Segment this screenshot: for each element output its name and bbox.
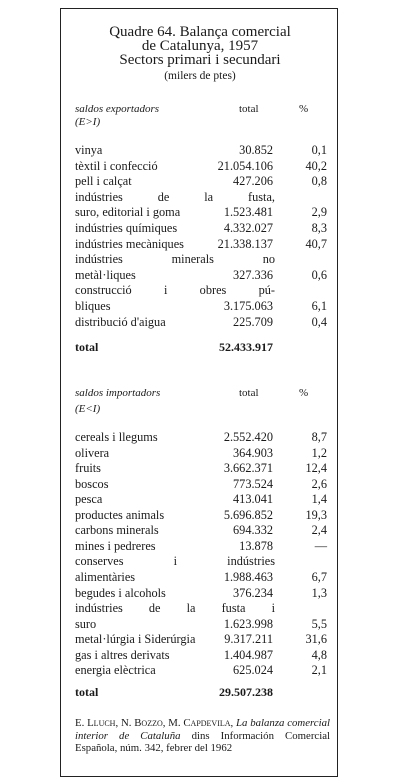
- row-value: 1.404.987: [223, 647, 273, 662]
- imports-total-label: total: [75, 685, 99, 699]
- caption-work-title: La balanza comercial interior de Cataluña: [75, 717, 330, 742]
- row-percent: 2,9: [311, 205, 327, 220]
- row-label: vinya: [75, 143, 103, 157]
- row-label: energia elèctrica: [75, 663, 156, 678]
- row-value: 5.696.852: [223, 507, 273, 522]
- imports-subheading: (E<I): [75, 403, 101, 415]
- row-label: olivera: [75, 445, 110, 460]
- row-label: indústries de la fusta,: [75, 189, 275, 204]
- row-value: 364.903: [233, 445, 273, 460]
- row-label: conserves i indústries: [75, 554, 275, 569]
- row-percent: 40,7: [305, 236, 327, 251]
- row-label: indústries de la fusta i: [75, 601, 275, 616]
- row-label: bliques: [75, 299, 111, 313]
- row-percent: 4,8: [311, 647, 327, 662]
- table-row: [75, 553, 333, 569]
- row-percent: 40,2: [305, 158, 327, 173]
- table-units: (milers de ptes): [164, 70, 236, 82]
- table-row: [75, 538, 333, 554]
- table-row: [75, 173, 333, 189]
- imports-heading: saldos importadors: [75, 387, 161, 399]
- table-row: [75, 460, 333, 476]
- table-row: [75, 616, 333, 632]
- row-value: 413.041: [233, 492, 273, 507]
- row-value: 1.623.998: [223, 616, 273, 631]
- table-row: [75, 251, 333, 267]
- table-row: [75, 158, 333, 174]
- row-percent: 0,8: [311, 174, 327, 189]
- row-value: 773.524: [233, 476, 273, 491]
- table-row: [75, 236, 333, 252]
- exports-total-label: total: [75, 340, 99, 354]
- table-row: [75, 662, 333, 678]
- table-row: [75, 631, 333, 647]
- exports-subheading: (E>I): [75, 116, 101, 128]
- table-title: Quadre 64. Balança comercial: [109, 24, 291, 40]
- row-label: suro, editorial i goma: [75, 205, 181, 220]
- row-percent: 19,3: [305, 507, 327, 522]
- row-value: 21.054.106: [217, 158, 273, 173]
- table-row: [75, 445, 333, 461]
- row-label: productes animals: [75, 507, 165, 522]
- caption-rest: dins Información Comercial Española, núm. 342, febrer del 1962: [75, 729, 331, 754]
- exports-total-value: 52.433.917: [219, 340, 273, 354]
- table-row: [75, 585, 333, 601]
- row-label: indústries minerals no: [75, 252, 275, 267]
- imports-col-pct: %: [299, 387, 309, 399]
- row-label: indústries mecàniques: [75, 236, 184, 251]
- exports-col-pct: %: [299, 103, 309, 115]
- caption-authors: E. Lluch, N. Bozzo, M. Capdevila,: [75, 717, 234, 729]
- row-percent: 1,4: [311, 492, 327, 507]
- row-label: boscos: [75, 476, 109, 491]
- row-percent: 0,1: [311, 143, 327, 157]
- row-value: 13.878: [239, 538, 273, 553]
- table-frame: [60, 8, 338, 777]
- table-subtitle: Sectors primari i secundari: [119, 52, 281, 68]
- row-value: 225.709: [233, 314, 273, 329]
- table-title-line2: de Catalunya, 1957: [141, 38, 259, 54]
- row-label: indústries químiques: [75, 221, 178, 235]
- exports-heading: saldos exportadors: [75, 103, 160, 115]
- row-label: gas i altres derivats: [75, 647, 170, 662]
- row-value: 3.175.063: [223, 299, 273, 313]
- row-percent: 1,2: [311, 445, 327, 460]
- row-percent: 0,4: [311, 314, 327, 329]
- row-label: distribució d'aigua: [75, 314, 166, 329]
- row-label: pesca: [75, 492, 103, 507]
- table-row: [75, 142, 333, 158]
- table-row: [75, 647, 333, 663]
- row-value: 2.552.420: [223, 430, 273, 444]
- row-percent: 2,6: [311, 476, 327, 491]
- row-percent: 12,4: [305, 461, 327, 476]
- row-percent: 8,7: [311, 430, 327, 444]
- exports-col-total: total: [239, 103, 259, 115]
- table-row: [75, 267, 333, 283]
- row-value: 1.988.463: [223, 569, 273, 584]
- row-percent: 6,1: [311, 299, 327, 313]
- row-label: cereals i llegums: [75, 430, 158, 444]
- table-row: [75, 189, 333, 205]
- imports-total-row: [75, 684, 333, 700]
- row-value: 9.317.211: [224, 632, 273, 647]
- exports-total-row: [75, 339, 333, 355]
- table-row: [75, 429, 333, 445]
- table-row: [75, 314, 333, 330]
- row-value: 694.332: [233, 523, 273, 538]
- imports-total-value: 29.507.238: [219, 685, 273, 699]
- row-value: 4.332.027: [223, 221, 273, 235]
- table-row: [75, 491, 333, 507]
- row-value: 327.336: [233, 267, 273, 282]
- row-percent: 2,4: [311, 523, 327, 538]
- row-value: 427.206: [233, 174, 273, 189]
- table-row: [75, 476, 333, 492]
- table-row: [75, 507, 333, 523]
- imports-col-total: total: [239, 387, 259, 399]
- row-label: tèxtil i confecció: [75, 158, 158, 173]
- table-row: [75, 298, 333, 314]
- row-percent: 5,5: [311, 616, 327, 631]
- row-percent: 8,3: [311, 221, 327, 235]
- source-caption: [75, 717, 330, 755]
- row-label: fruits: [75, 461, 101, 476]
- row-label: pell i calçat: [75, 174, 132, 189]
- table-row: [75, 569, 333, 585]
- table-row: [75, 600, 333, 616]
- row-label: mines i pedreres: [75, 538, 156, 553]
- row-label: alimentàries: [75, 569, 136, 584]
- table-row: [75, 522, 333, 538]
- row-value: 1.523.481: [223, 205, 273, 220]
- row-value: 30.852: [239, 143, 273, 157]
- row-percent: 6,7: [311, 569, 327, 584]
- table-row: [75, 282, 333, 298]
- row-label: construcció i obres pú-: [75, 283, 275, 298]
- row-label: metal·lúrgia i Siderúrgia: [75, 632, 196, 647]
- row-label: metàl·liques: [75, 267, 136, 282]
- row-percent: 31,6: [305, 632, 327, 647]
- row-percent: —: [314, 538, 327, 553]
- row-percent: 0,6: [311, 267, 327, 282]
- row-label: suro: [75, 616, 97, 631]
- row-value: 21.338.137: [217, 236, 273, 251]
- table-row: [75, 204, 333, 220]
- row-value: 625.024: [233, 663, 273, 678]
- row-label: begudes i alcohols: [75, 585, 166, 600]
- row-value: 376.234: [233, 585, 273, 600]
- row-label: carbons minerals: [75, 523, 159, 538]
- row-percent: 2,1: [311, 663, 327, 678]
- row-value: 3.662.371: [223, 461, 273, 476]
- row-percent: 1,3: [311, 585, 327, 600]
- table-row: [75, 220, 333, 236]
